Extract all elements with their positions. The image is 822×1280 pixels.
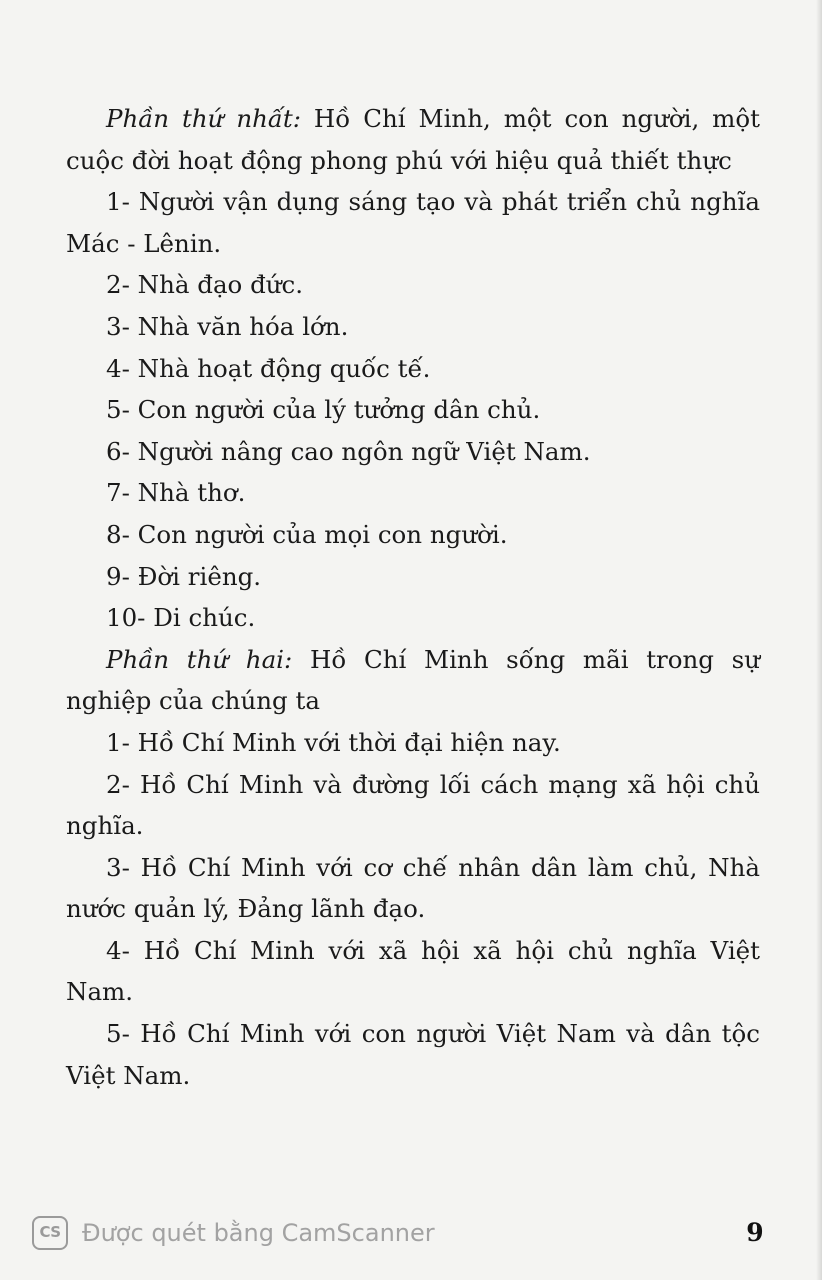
page-footer [0,1208,822,1258]
part-two-label: Phần thứ hai: [106,644,293,674]
table-of-contents [66,98,760,1096]
scanner-watermark: Được quét bằng CamScanner [82,1219,435,1247]
part-one-heading [66,98,760,181]
part-two-heading [66,639,760,722]
list-item: 10- Di chúc. [106,603,256,633]
list-item: 8- Con người của mọi con người. [106,519,508,549]
part-two-title: Hồ Chí Minh sống mãi trong sự nghiệp của chúng ta [66,644,760,716]
page-edge-shadow [816,0,822,1280]
list-item: 3- Hồ Chí Minh với cơ chế nhân dân làm chủ, Nhà nước quản lý, Đảng lãnh đạo. [66,852,760,924]
part-one-title: Hồ Chí Minh, một con người, một cuộc đời hoạt động phong phú với hiệu quả thiết thực [66,104,760,175]
list-item: 2- Hồ Chí Minh và đường lối cách mạng xã hội chủ nghĩa. [66,769,760,841]
camscanner-logo-icon: CS [32,1216,68,1250]
part-one-label: Phần thứ nhất: [106,104,301,133]
list-item: 1- Hồ Chí Minh với thời đại hiện nay. [106,727,561,757]
list-item: 3- Nhà văn hóa lớn. [106,311,349,341]
list-item: 5- Hồ Chí Minh với con người Việt Nam và dân tộc Việt Nam. [66,1019,760,1090]
list-item: 4- Nhà hoạt động quốc tế. [106,353,431,383]
list-item: 7- Nhà thơ. [106,478,246,508]
list-item: 4- Hồ Chí Minh với xã hội xã hội chủ nghĩa Việt Nam. [66,935,760,1007]
list-item: 2- Nhà đạo đức. [106,270,304,300]
page-number: 9 [746,1218,764,1247]
list-item: 1- Người vận dụng sáng tạo và phát triển chủ nghĩa Mác - Lênin. [66,187,760,258]
list-item: 5- Con người của lý tưởng dân chủ. [106,395,541,425]
list-item: 6- Người nâng cao ngôn ngữ Việt Nam. [106,436,591,466]
list-item: 9- Đời riêng. [106,561,262,591]
